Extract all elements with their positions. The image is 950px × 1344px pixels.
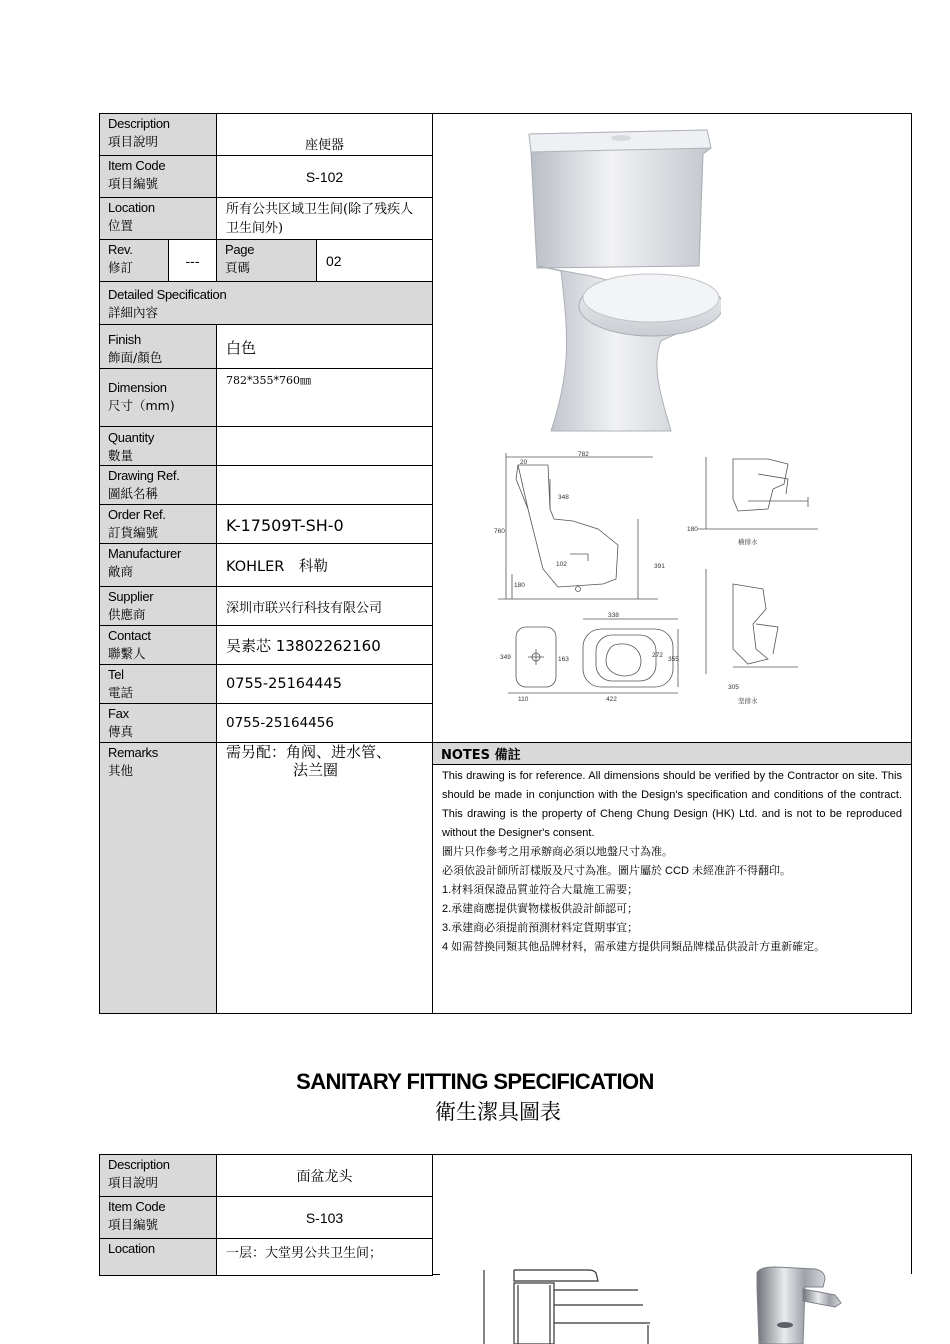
drawing-dim-349: 349 bbox=[500, 654, 511, 661]
supplier-value: 深圳市联兴行科技有限公司 bbox=[216, 586, 433, 626]
drawing-vertical-drain: 坚排水 bbox=[738, 698, 758, 705]
description-label: Description 項目說明 bbox=[99, 113, 217, 156]
page-value: 02 bbox=[316, 239, 433, 282]
notes-zh-line: 必須依設計師所訂樣版及尺寸為准。圖片屬於 CCD 未經准許不得翻印。 bbox=[442, 865, 791, 877]
description-value: 座便器 bbox=[216, 113, 433, 156]
product-image-panel bbox=[432, 113, 912, 743]
drawing-dim-348: 348 bbox=[558, 494, 569, 501]
order-ref-label: Order Ref. 訂貨編號 bbox=[99, 504, 217, 544]
notes-en-text: This drawing is for reference. All dimensions should be verified by the Contractor on site. This should be made in conjunction with the Design's specification and conditions of the contract. This drawing is the property of Cheng Chung Design (HK) Ltd. and is not to be reproduced without the Designer's consent. bbox=[442, 770, 902, 839]
drawing-dim-20: 20 bbox=[520, 459, 528, 466]
quantity-value bbox=[216, 426, 433, 466]
quantity-label: Quantity 數量 bbox=[99, 426, 217, 466]
tel-value: 0755-25164445 bbox=[216, 664, 433, 704]
rev-value: --- bbox=[168, 239, 217, 282]
location-value: 所有公共区域卫生间(除了残疾人卫生间外) bbox=[216, 197, 433, 240]
drawing-dim-782: 782 bbox=[578, 451, 589, 458]
tel-label: Tel 電話 bbox=[99, 664, 217, 704]
notes-title: NOTES 備註 bbox=[432, 742, 912, 765]
section-title-zh: 衛生潔具圖表 bbox=[435, 1100, 561, 1124]
drawing-dim-110: 110 bbox=[518, 696, 529, 703]
drawing-dim-391: 391 bbox=[654, 563, 665, 570]
item-code-value: S-102 bbox=[216, 155, 433, 198]
drawing-dim-760: 760 bbox=[494, 528, 505, 535]
drawing-dim-163: 163 bbox=[558, 656, 569, 663]
page-label: Page 頁碼 bbox=[216, 239, 317, 282]
drawing-dim-305: 305 bbox=[728, 684, 739, 691]
item-code-label-2: Item Code 項目編號 bbox=[99, 1196, 217, 1239]
detailed-spec-header: Detailed Specification 詳細內容 bbox=[99, 281, 433, 325]
item-code-value-2: S-103 bbox=[216, 1196, 433, 1239]
drawing-dim-180b: 180 bbox=[687, 526, 698, 533]
drawing-dim-422: 422 bbox=[606, 696, 617, 703]
drawing-ref-value bbox=[216, 465, 433, 505]
drawing-dim-338: 338 bbox=[608, 612, 619, 619]
rev-label: Rev. 修訂 bbox=[99, 239, 169, 282]
faucet-technical-drawing bbox=[478, 1265, 658, 1344]
faucet-photo bbox=[745, 1265, 865, 1344]
dimension-value: 782*355*760㎜ bbox=[216, 368, 433, 427]
notes-zh-line: 4 如需替換同類其他品牌材料，需承建方提供同類品牌樣品供設計方重新確定。 bbox=[442, 941, 826, 953]
drawing-dim-355: 355 bbox=[668, 656, 679, 663]
order-ref-value: K-17509T-SH-0 bbox=[216, 504, 433, 544]
drawing-dim-180a: 180 bbox=[514, 582, 525, 589]
description-value-2: 面盆龙头 bbox=[216, 1154, 433, 1197]
notes-zh-line: 圖片只作參考之用承辦商必須以地盤尺寸為准。 bbox=[442, 846, 673, 858]
location-value-2: 一层：大堂男公共卫生间； bbox=[216, 1238, 433, 1276]
notes-zh-line: 3.承建商必須提前預測材料定貨期事宜； bbox=[442, 922, 639, 934]
drawing-dim-272: 272 bbox=[652, 652, 663, 659]
faucet-image-panel bbox=[432, 1154, 912, 1274]
notes-box bbox=[432, 764, 912, 1014]
contact-label: Contact 聯繫人 bbox=[99, 625, 217, 665]
toilet-photo bbox=[521, 126, 721, 446]
supplier-label: Supplier 供應商 bbox=[99, 586, 217, 626]
drawing-horizontal-drain: 横排水 bbox=[738, 539, 758, 546]
finish-value: 白色 bbox=[216, 324, 433, 369]
toilet-technical-drawing bbox=[488, 449, 878, 714]
contact-value: 吴素芯 13802262160 bbox=[216, 625, 433, 665]
fax-value: 0755-25164456 bbox=[216, 703, 433, 743]
remarks-value: 需另配：角阀、进水管、 法兰圈 bbox=[216, 742, 433, 1014]
section-title-en: SANITARY FITTING SPECIFICATION bbox=[296, 1069, 654, 1094]
drawing-dim-102: 102 bbox=[556, 561, 567, 568]
drawing-ref-label: Drawing Ref. 圖紙名稱 bbox=[99, 465, 217, 505]
notes-zh-line: 1.材料須保證品質並符合大量施工需要； bbox=[442, 884, 639, 896]
location-label-2: Location bbox=[99, 1238, 217, 1276]
fax-label: Fax 傳真 bbox=[99, 703, 217, 743]
remarks-label: Remarks 其他 bbox=[99, 742, 217, 1014]
notes-zh-line: 2.承建商應提供實物樣板供設計師認可； bbox=[442, 903, 639, 915]
notes-zh-lines bbox=[442, 843, 902, 957]
manufacturer-value: KOHLER 科勒 bbox=[216, 543, 433, 587]
finish-label: Finish 飾面/顏色 bbox=[99, 324, 217, 369]
dimension-label: Dimension 尺寸（mm) bbox=[99, 368, 217, 427]
location-label: Location 位置 bbox=[99, 197, 217, 240]
item-code-label: Item Code 項目編號 bbox=[99, 155, 217, 198]
manufacturer-label: Manufacturer 敵商 bbox=[99, 543, 217, 587]
description-label-2: Description 項目說明 bbox=[99, 1154, 217, 1197]
